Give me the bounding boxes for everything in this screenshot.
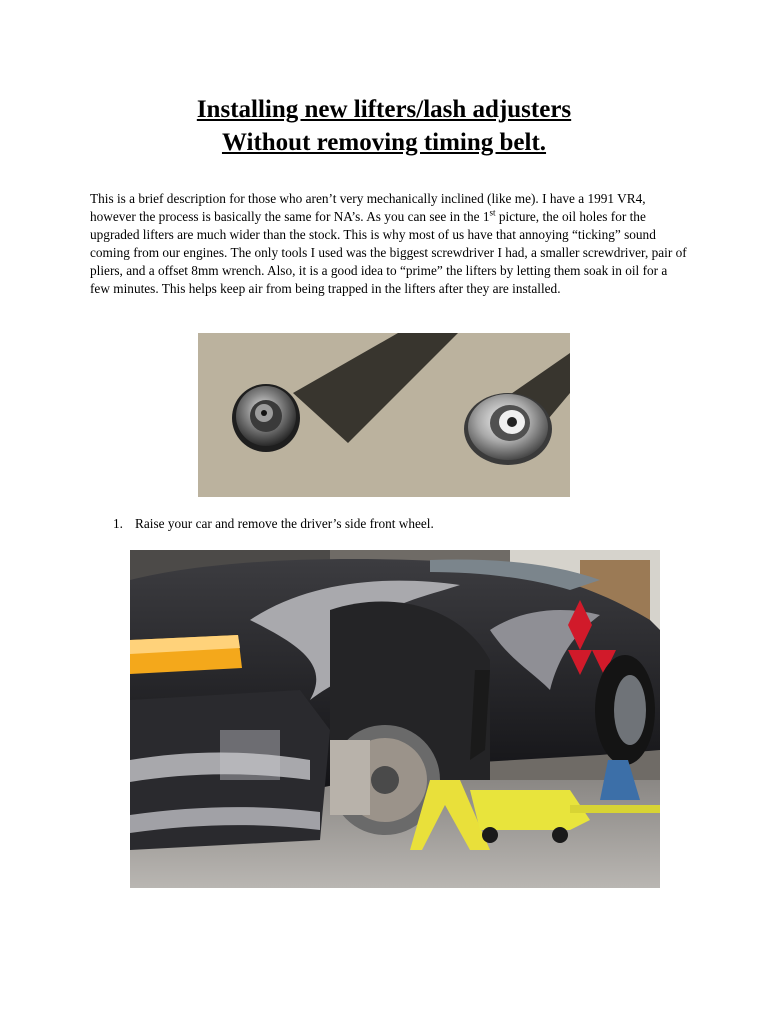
step-1 (113, 515, 434, 533)
lifters-photo (198, 333, 570, 497)
intro-text-part-1: This is a brief description for those who aren’t very mechanically inclined (like me). I have a 1991 VR4, however the process is basically the same for NA’s. As you can see in the 1 (90, 191, 646, 224)
intro-paragraph (90, 190, 690, 298)
step-1-text: Raise your car and remove the driver’s side front wheel. (135, 516, 434, 531)
car-on-jack-photo (130, 550, 660, 888)
intro-text-part-2: picture, the oil holes for the upgraded lifters are much wider than the stock. This is why most of us have that annoying “ticking” sound coming from our engines. The only tools I used was the biggest screwdriver I had, a smaller screwdriver, pair of pliers, and a offset 8mm wrench. Also, it is a good idea to “prime” the lifters by letting them soak in oil for a few minutes. This helps keep air from being trapped in the lifters after they are installed. (90, 209, 687, 296)
step-1-number: 1. (113, 516, 123, 531)
title-line-2: Without removing timing belt. (221, 129, 547, 156)
title-line-1: Installing new lifters/lash adjusters (196, 96, 572, 123)
intro-superscript: st (489, 207, 496, 218)
document-title (0, 93, 768, 159)
